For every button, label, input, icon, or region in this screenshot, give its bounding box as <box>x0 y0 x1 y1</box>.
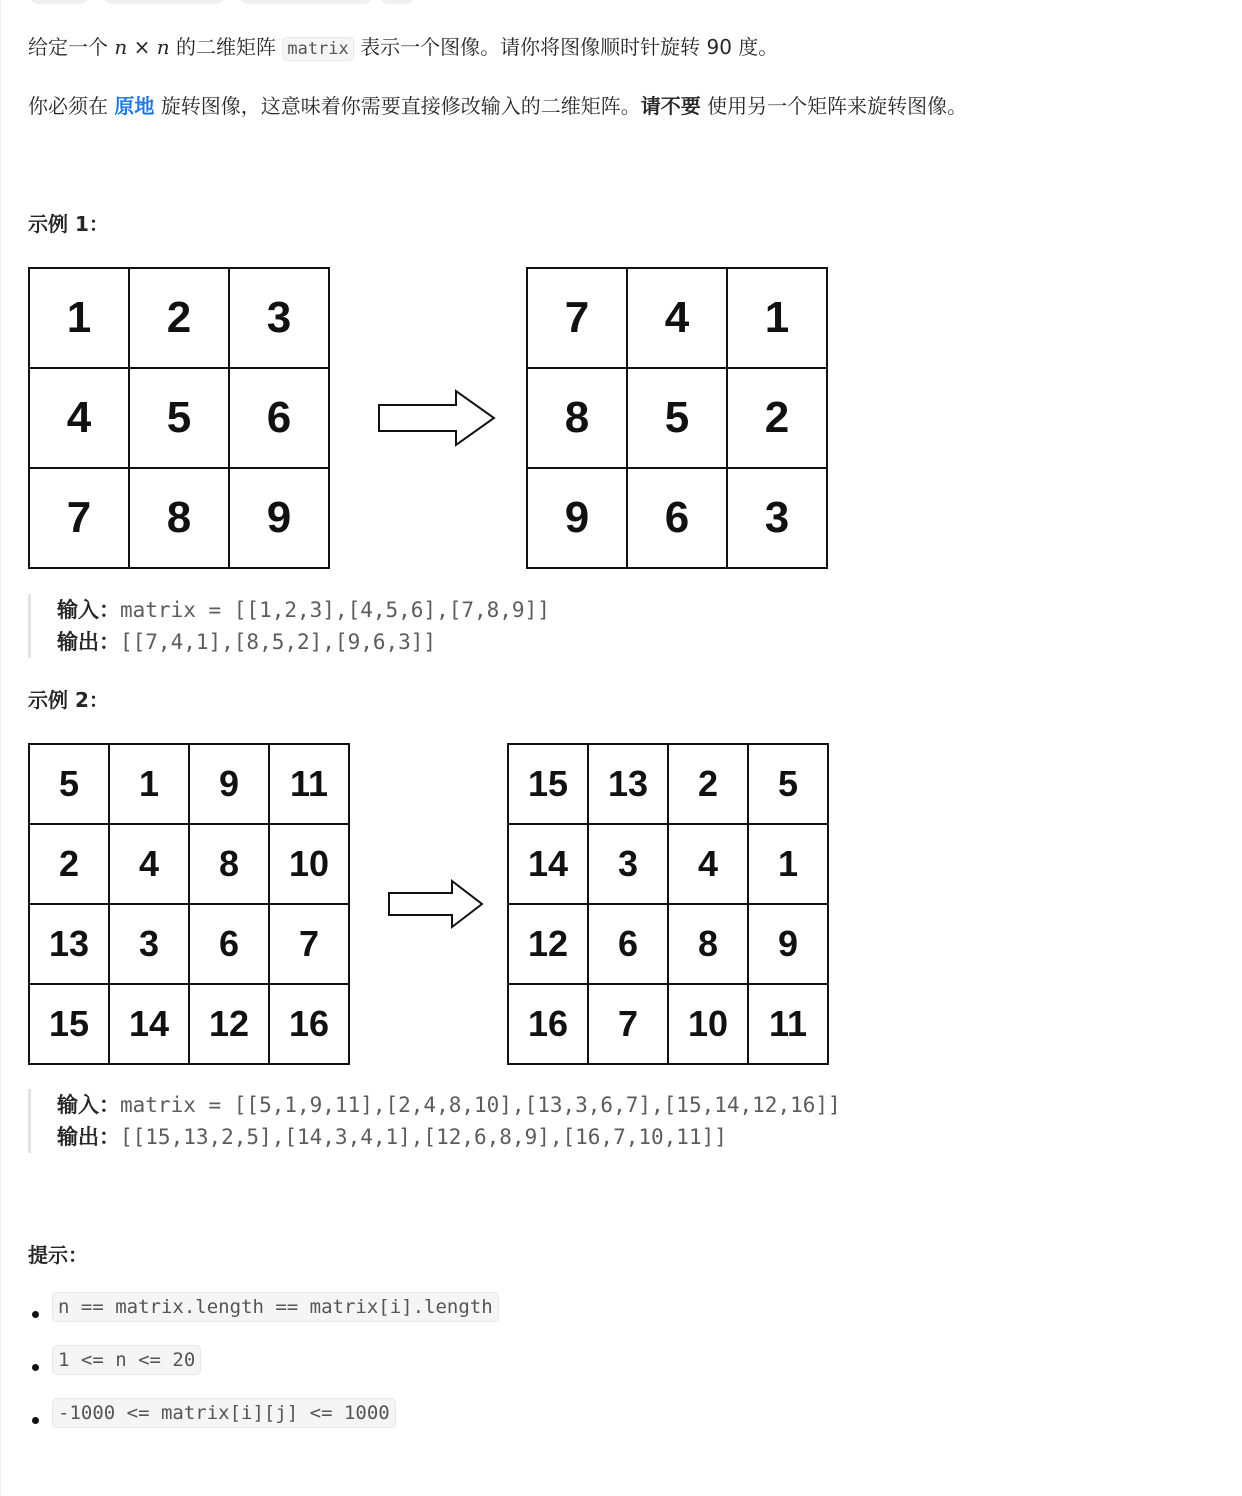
top-tag[interactable] <box>380 0 414 4</box>
matrix-cell: 9 <box>230 469 330 569</box>
inline-code-matrix: matrix <box>282 37 353 61</box>
right-arrow-icon <box>376 388 500 448</box>
example-1-io-block <box>28 594 550 658</box>
matrix-cell: 1 <box>749 825 829 905</box>
in-place-note <box>28 91 967 121</box>
matrix-cell: 4 <box>628 269 728 369</box>
matrix-cell: 5 <box>628 369 728 469</box>
matrix-cell: 11 <box>749 985 829 1065</box>
matrix-cell: 10 <box>669 985 749 1065</box>
input-value: matrix = [[1,2,3],[4,5,6],[7,8,9]] <box>120 598 550 622</box>
matrix-cell: 9 <box>528 469 628 569</box>
var-n: n <box>156 35 170 59</box>
matrix-cell: 12 <box>509 905 589 985</box>
matrix-cell: 6 <box>628 469 728 569</box>
matrix-cell: 9 <box>190 745 270 825</box>
matrix-cell: 3 <box>230 269 330 369</box>
matrix-cell: 5 <box>30 745 110 825</box>
output-value: [[15,13,2,5],[14,3,4,1],[12,6,8,9],[16,7,10,11]] <box>120 1125 727 1149</box>
matrix-cell: 1 <box>110 745 190 825</box>
matrix-cell: 4 <box>110 825 190 905</box>
matrix-cell: 5 <box>130 369 230 469</box>
matrix-cell: 16 <box>509 985 589 1065</box>
matrix-cell: 4 <box>30 369 130 469</box>
output-label: 输出： <box>57 630 120 654</box>
matrix-cell: 2 <box>728 369 828 469</box>
note-text: 旋转图像，这意味着你需要直接修改输入的二维矩阵。 <box>154 94 641 118</box>
problem-statement <box>28 32 778 64</box>
example-1-heading: 示例 1： <box>28 212 109 236</box>
example-2-input-grid <box>28 743 350 1065</box>
matrix-cell: 7 <box>30 469 130 569</box>
example-2-heading: 示例 2： <box>28 688 109 712</box>
matrix-cell: 1 <box>728 269 828 369</box>
matrix-cell: 16 <box>270 985 350 1065</box>
matrix-cell: 2 <box>130 269 230 369</box>
constraint-item <box>28 1296 499 1349</box>
do-not-emphasis: 请不要 <box>640 94 701 118</box>
example-2-io-block <box>28 1089 841 1153</box>
matrix-cell: 13 <box>589 745 669 825</box>
matrix-cell: 6 <box>190 905 270 985</box>
matrix-cell: 13 <box>30 905 110 985</box>
matrix-cell: 7 <box>589 985 669 1065</box>
matrix-cell: 14 <box>509 825 589 905</box>
statement-text: 表示一个图像。请你将图像顺时针旋转 90 度。 <box>353 35 779 59</box>
example-1-input-grid <box>28 267 330 569</box>
note-text: 使用另一个矩阵来旋转图像。 <box>700 94 968 118</box>
input-value: matrix = [[5,1,9,11],[2,4,8,10],[13,3,6,7],[15,14,12,16]] <box>120 1093 841 1117</box>
right-arrow-icon <box>386 878 488 930</box>
constraints-list <box>28 1296 499 1455</box>
constraint-item <box>28 1402 499 1455</box>
statement-text: 给定一个 <box>28 35 115 59</box>
matrix-cell: 4 <box>669 825 749 905</box>
matrix-cell: 11 <box>270 745 350 825</box>
matrix-cell: 5 <box>749 745 829 825</box>
matrix-cell: 3 <box>110 905 190 985</box>
matrix-cell: 7 <box>270 905 350 985</box>
matrix-cell: 8 <box>528 369 628 469</box>
hints-heading: 提示： <box>28 1243 88 1267</box>
example-1-output-grid <box>526 267 828 569</box>
matrix-cell: 1 <box>30 269 130 369</box>
input-label: 输入： <box>57 598 120 622</box>
matrix-cell: 2 <box>669 745 749 825</box>
content-left-border <box>0 0 1 1496</box>
input-label: 输入： <box>57 1093 120 1117</box>
in-place-link[interactable]: 原地 <box>114 94 155 118</box>
matrix-cell: 6 <box>589 905 669 985</box>
var-n: n <box>114 35 128 59</box>
example-2-output-grid <box>507 743 829 1065</box>
matrix-cell: 9 <box>749 905 829 985</box>
matrix-cell: 7 <box>528 269 628 369</box>
matrix-cell: 3 <box>728 469 828 569</box>
matrix-cell: 8 <box>190 825 270 905</box>
constraint-code: n == matrix.length == matrix[i].length <box>52 1292 499 1322</box>
constraint-item <box>28 1349 499 1402</box>
output-value: [[7,4,1],[8,5,2],[9,6,3]] <box>120 630 437 654</box>
matrix-cell: 12 <box>190 985 270 1065</box>
matrix-cell: 6 <box>230 369 330 469</box>
times-sign: × <box>127 35 157 59</box>
top-tag[interactable] <box>30 0 88 4</box>
statement-text: 的二维矩阵 <box>169 35 283 59</box>
matrix-cell: 10 <box>270 825 350 905</box>
top-tag[interactable] <box>104 0 224 4</box>
constraint-code: -1000 <= matrix[i][j] <= 1000 <box>52 1398 396 1428</box>
note-text: 你必须在 <box>28 94 115 118</box>
top-tag[interactable] <box>240 0 372 4</box>
matrix-cell: 2 <box>30 825 110 905</box>
matrix-cell: 15 <box>30 985 110 1065</box>
matrix-cell: 3 <box>589 825 669 905</box>
constraint-code: 1 <= n <= 20 <box>52 1345 201 1375</box>
matrix-cell: 15 <box>509 745 589 825</box>
matrix-cell: 8 <box>130 469 230 569</box>
output-label: 输出： <box>57 1125 120 1149</box>
matrix-cell: 8 <box>669 905 749 985</box>
matrix-cell: 14 <box>110 985 190 1065</box>
